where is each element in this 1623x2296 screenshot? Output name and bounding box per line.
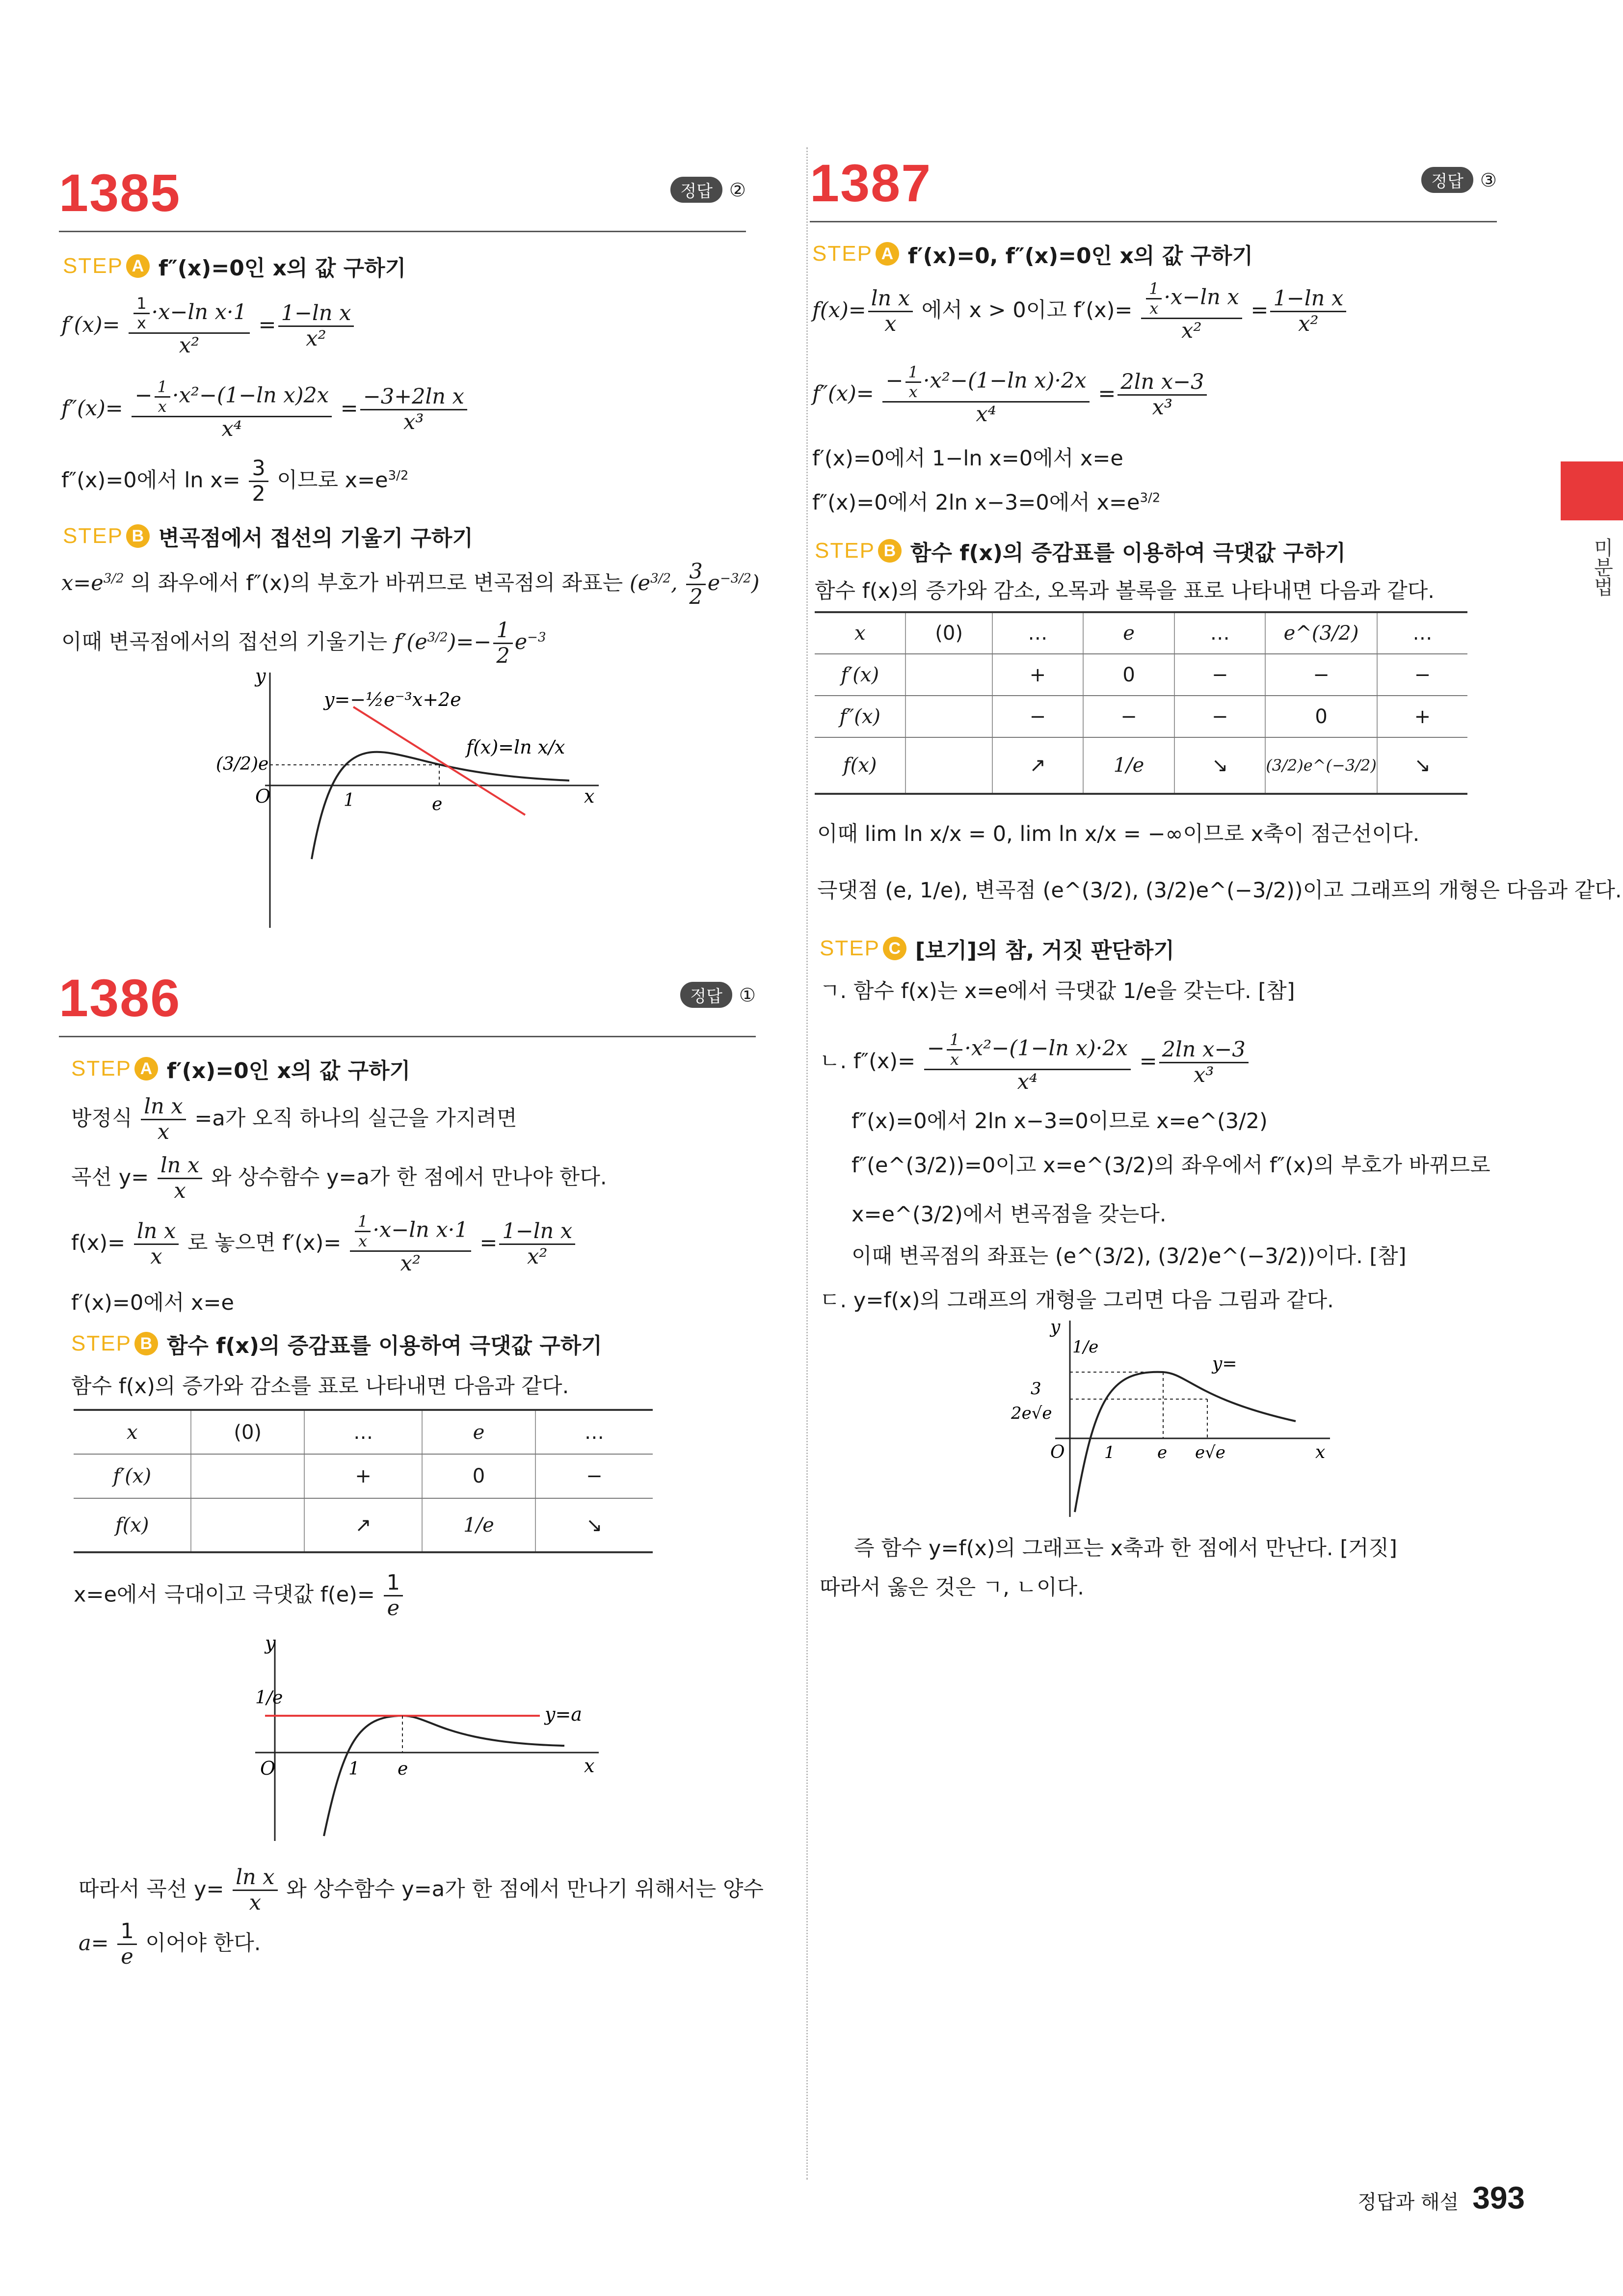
text: f″(x)=0에서 ln x= [61,468,240,493]
table-cell: − [1174,696,1265,737]
step-label: STEP [63,524,123,548]
table-cell: … [1377,612,1467,654]
text: 와 상수함수 y=a가 한 점에서 만나야 한다. [211,1165,607,1190]
problem-number: 1385 [59,163,181,222]
second-derivative: f″(x)= − $\frac{1}{x}$ ·x²−(1−ln x)·2x x⁴ = $\frac{\text{2ln x−3}}{\text{x³}}$ [812,363,1209,427]
curve-meets-line: 곡선 y= $\frac{\text{ln x}}{x}$ 와 상수함수 y=a가 한 점에서 만나야 한다. [71,1153,607,1204]
table-cell [191,1454,304,1498]
y-value-label: (3/2)e [216,754,269,774]
table-cell: x [74,1410,191,1454]
table-cell: + [304,1454,422,1498]
text: 이때 변곡점에서의 접선의 기울기는 [61,629,388,654]
table-cell: ↘ [535,1498,653,1552]
origin-label: O [1050,1442,1065,1462]
table-cell: 0 [422,1454,535,1498]
conclusion-1: 따라서 곡선 y= $\frac{\text{ln x}}{x}$ 와 상수함수 y=a가 한 점에서 만나기 위해서는 양수 [79,1865,764,1916]
derivative-formula: f(x)= $\frac{\text{ln x}}{x}$ 로 놓으면 f′(x)= $\frac{1}{x}$ ·x−ln x·1 x² = $\frac{\text{1−ln x}}{\text{x²}}$ [71,1213,577,1276]
step-b-1387 [815,535,1346,567]
line-label: y=a [545,1703,582,1725]
page-footer [1357,2180,1525,2216]
e-label: e [1157,1443,1168,1462]
text: 와 상수함수 y=a가 한 점에서 만나기 위해서는 양수 [286,1877,764,1902]
table-cell: … [535,1410,653,1454]
step-label: STEP [812,242,873,266]
step-b-1386 [71,1328,602,1359]
origin-label: O [260,1757,276,1779]
step-letter: A [126,254,150,278]
choice-b-line5: 이때 변곡점의 좌표는 (e^(3/2), (3/2)e^(−3/2))이다. [참] [851,1244,1407,1269]
first-derivative: f(x)= $\frac{\text{ln x}}{x}$ 에서 x > 0이고 f′(x)= $\frac{1}{x}$ ·x−ln x x² = $\frac{\text{1−ln x}}{\text{x²}}$ [812,280,1348,343]
table-cell: … [992,612,1083,654]
step-title: f′(x)=0인 x의 값 구하기 [166,1058,411,1083]
step-letter: A [134,1057,158,1080]
step-title: 변곡점에서 접선의 기울기 구하기 [158,526,473,551]
two-e-root-e-label: 2e√e [1011,1404,1052,1423]
text: 곡선 y= [71,1165,149,1190]
tangent-slope-text: 이때 변곡점에서의 접선의 기울기는 $f'(e^{3/2})=-$ $\frac{1}{2}$ $e^{-3}$ [61,618,546,669]
text: 로 놓으면 f′(x)= [187,1231,342,1256]
table-cell [905,654,992,696]
tangent-label: y=−½e⁻³x+2e [324,689,461,710]
table-cell: + [992,654,1083,696]
inflection-x: f″(x)=0에서 ln x= $\frac{3}{2}$ 이므로 $x=e^{3/2}$ [61,456,409,507]
e-label: e [432,794,443,814]
table-cell: f(x) [815,737,905,794]
table-cell: (0) [905,612,992,654]
table-cell: f′(x) [815,654,905,696]
table-cell: 0 [1083,654,1174,696]
text: ㄴ. f″(x)= [820,1049,916,1074]
answer [670,177,746,203]
step-title: 함수 f(x)의 증감표를 이용하여 극댓값 구하기 [166,1333,602,1358]
step-a-1387 [812,238,1253,270]
step-label: STEP [71,1056,132,1080]
table-intro: 함수 f(x)의 증가와 감소, 오목과 볼록을 표로 나타내면 다음과 같다. [815,579,1435,603]
critical-point: f′(x)=0에서 1−ln x=0에서 x=e [812,446,1123,471]
critical-point: f′(x)=0에서 x=e [71,1291,234,1315]
table-cell: … [304,1410,422,1454]
table-cell: f(x) [74,1498,191,1552]
table-cell: f″(x) [815,696,905,737]
graph-1386 [245,1630,618,1846]
equation-condition: 방정식 $\frac{\text{ln x}}{x}$ =a가 오직 하나의 실근을 가지려면 [71,1094,517,1145]
local-max-text: x=e에서 극대이고 극댓값 f(e)= $\frac{1}{e}$ [74,1571,405,1621]
table-cell: x [815,612,905,654]
inflection-point-text: $x=e^{3/2}$ 의 좌우에서 f″(x)의 부호가 바뀌므로 변곡점의 좌표는 ($e^{3/2}$, $\frac{3}{2}$ $e^{-3/2}$) [61,559,760,610]
answer-badge: 정답 [670,177,722,203]
page-number: 393 [1472,2180,1525,2215]
table-cell: f′(x) [74,1454,191,1498]
table-cell [905,696,992,737]
choice-a: ㄱ. 함수 f(x)는 x=e에서 극댓값 1/e을 갖는다. [참] [820,979,1295,1003]
conclusion-2: a= $\frac{1}{e}$ 이어야 한다. [79,1919,261,1970]
table-cell: ↘ [1174,737,1265,794]
choice-b: ㄴ. f″(x)= − $\frac{1}{x}$ ·x²−(1−ln x)·2x x⁴ = $\frac{\text{2ln x−3}}{\text{x³}}$ [820,1031,1251,1094]
table-cell: − [992,696,1083,737]
one-label: 1 [348,1759,360,1779]
step-title: [보기]의 참, 거짓 판단하기 [915,938,1174,963]
formula-f-prime: f′(x)= $\frac{1}{x}$ ·x−ln x·1 x² = $\frac{\text{1−ln x}}{\text{x²}}$ [61,295,356,358]
step-title: 함수 f(x)의 증감표를 이용하여 극댓값 구하기 [910,540,1346,566]
e-root-e-label: e√e [1195,1443,1225,1462]
answer [1421,167,1497,193]
answer-value: ② [729,179,746,201]
e-label: e [398,1759,408,1779]
step-b-1385 [63,520,473,552]
graph-1385 [206,663,609,938]
table-cell: − [1377,654,1467,696]
y-axis-label: y [265,1632,276,1654]
chapter-tab [1561,461,1623,520]
choice-b-line3: f″(e^(3/2))=0이고 x=e^(3/2)의 좌우에서 f″(x)의 부호가 바뀌므로 [851,1153,1490,1178]
table-cell: e [422,1410,535,1454]
choice-b-line2: f″(x)=0에서 2ln x−3=0이므로 x=e^(3/2) [851,1109,1268,1134]
x-axis-label: x [584,1755,595,1777]
chapter-tab-label: 미분법 [1591,538,1613,596]
table-intro: 함수 f(x)의 증가와 감소를 표로 나타내면 다음과 같다. [71,1374,569,1399]
step-label: STEP [820,936,880,960]
step-title: f′(x)=0, f″(x)=0인 x의 값 구하기 [907,243,1253,269]
text: x=e에서 극대이고 극댓값 f(e)= [74,1582,375,1607]
choice-c-conclusion: 즉 함수 y=f(x)의 그래프는 x축과 한 점에서 만난다. [거짓] [854,1536,1397,1561]
variation-table-1386 [74,1409,653,1553]
text: 방정식 [71,1106,133,1131]
table-cell: (0) [191,1410,304,1454]
problem-1386-header [59,967,756,1037]
origin-label: O [255,785,271,807]
choice-c: ㄷ. y=f(x)의 그래프의 개형을 그리면 다음 그림과 같다. [820,1288,1334,1313]
step-a-1386 [71,1053,410,1084]
text: f″(x)=0에서 2ln x−3=0에서 x=e [812,490,1140,515]
table-cell: ↗ [992,737,1083,794]
text: a= [79,1931,109,1956]
step-label: STEP [63,254,123,278]
graph-1387 [1001,1316,1345,1522]
table-cell: 1/e [422,1498,535,1552]
table-cell [905,737,992,794]
final-answer: 따라서 옳은 것은 ㄱ, ㄴ이다. [820,1575,1084,1600]
limit-text: 이때 lim ln x/x = 0, lim ln x/x = −∞이므로 x축이 점근선이다. [817,822,1420,846]
step-title: f″(x)=0인 x의 값 구하기 [158,256,406,281]
table-cell: (3/2)e^(−3/2) [1265,737,1377,794]
column-divider [806,147,808,2180]
answer-value: ① [739,984,756,1006]
step-letter: B [134,1332,158,1355]
step-label: STEP [71,1331,132,1355]
step-letter: B [878,539,902,563]
x-axis-label: x [584,785,595,807]
three-label: 3 [1031,1379,1041,1399]
answer [680,982,756,1008]
footer-label: 정답과 해설 [1357,2191,1459,2214]
variation-table-1387 [815,611,1467,795]
problem-number: 1387 [810,153,932,213]
x-axis-label: x [1315,1442,1326,1462]
table-cell: − [535,1454,653,1498]
table-cell: e^(3/2) [1265,612,1377,654]
problem-number: 1386 [59,968,181,1027]
table-cell: e [1083,612,1174,654]
step-a-1385 [63,250,406,282]
table-cell: + [1377,696,1467,737]
table-cell: − [1265,654,1377,696]
text: 따라서 곡선 y= [79,1877,224,1902]
text: 이므로 x=e [277,468,388,493]
y-axis-label: y [255,665,266,687]
curve-label: f(x)=ln x/x [466,736,565,758]
step-letter: C [883,937,906,960]
one-label: 1 [1104,1443,1115,1462]
one-over-e-label: 1/e [1072,1337,1099,1357]
table-cell: − [1083,696,1174,737]
table-cell: ↗ [304,1498,422,1552]
text: 에서 x > 0이고 f′(x)= [921,298,1133,323]
problem-1385-header [59,162,746,232]
step-letter: B [126,524,150,548]
formula-f-double-prime: f″(x)= − $\frac{1}{x}$ ·x²−(1−ln x)2x x⁴ = $\frac{\text{−3+2ln x}}{\text{x³}}$ [61,378,469,441]
text: 이어야 한다. [145,1931,261,1956]
inflection-x: f″(x)=0에서 2ln x−3=0에서 $x=e^{3/2}$ [812,490,1161,515]
table-cell: ↘ [1377,737,1467,794]
problem-1387-header [810,152,1497,222]
text: =a가 오직 하나의 실근을 가지려면 [194,1106,517,1131]
one-label: 1 [344,790,355,810]
extrema-text: 극댓점 (e, 1/e), 변곡점 (e^(3/2), (3/2)e^(−3/2))이고 그래프의 개형은 다음과 같다. [817,878,1622,903]
text: 의 좌우에서 f″(x)의 부호가 바뀌므로 변곡점의 좌표는 [131,570,623,595]
table-cell: 0 [1265,696,1377,737]
answer-value: ③ [1480,169,1497,191]
table-cell: … [1174,612,1265,654]
step-label: STEP [815,539,875,563]
step-c-1387 [820,933,1174,964]
choice-b-line4: x=e^(3/2)에서 변곡점을 갖는다. [851,1202,1167,1227]
text: f(x)= [71,1231,126,1256]
step-letter: A [876,242,899,266]
y-axis-label: y [1050,1317,1061,1337]
answer-badge: 정답 [680,982,732,1008]
table-cell [191,1498,304,1552]
table-cell: 1/e [1083,737,1174,794]
y-value-label: 1/e [255,1688,283,1708]
curve-label: y= [1212,1354,1237,1374]
answer-badge: 정답 [1421,167,1473,193]
table-cell: − [1174,654,1265,696]
